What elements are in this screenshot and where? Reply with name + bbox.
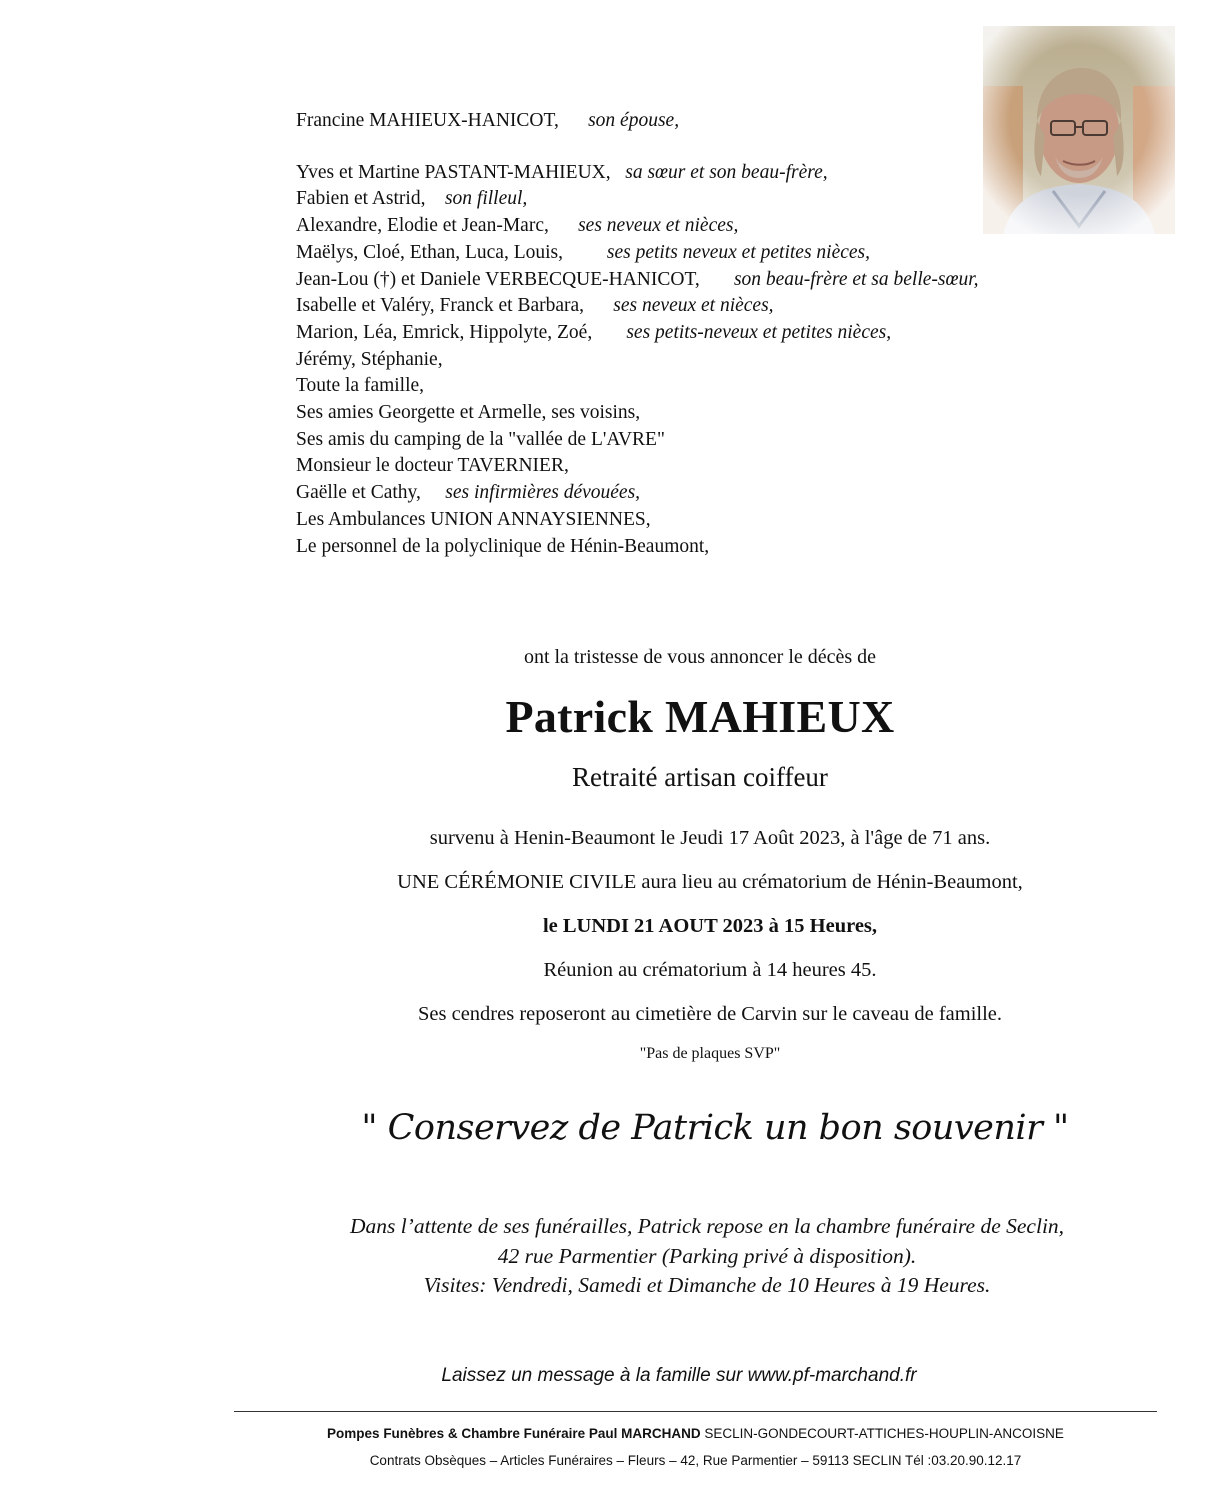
family-row bbox=[296, 293, 1156, 320]
family-relation: ses neveux et nièces, bbox=[578, 215, 739, 237]
footer-line-1 bbox=[234, 1420, 1157, 1447]
ceremony-details: UNE CÉRÉMONIE CIVILE aura lieu au crématorium de Hénin-Beaumont, bbox=[397, 871, 1023, 893]
company-name: Pompes Funèbres & Chambre Funéraire Paul MARCHAND bbox=[327, 1426, 701, 1441]
family-row bbox=[296, 400, 1156, 427]
family-row bbox=[296, 507, 1156, 534]
company-services: Contrats Obsèques – Articles Funéraires – Fleurs – 42, Rue Parmentier – 59113 SECLIN Tél :03.20.90.12.17 bbox=[369, 1453, 1022, 1468]
family-names: Yves et Martine PASTANT-MAHIEUX, bbox=[296, 161, 611, 183]
family-row bbox=[296, 480, 1156, 507]
family-row bbox=[296, 453, 1156, 480]
memorial-quote: " Conservez de Patrick un bon souvenir " bbox=[361, 1108, 1069, 1148]
family-row bbox=[296, 240, 1156, 267]
family-relation: sa sœur et son beau-frère, bbox=[625, 161, 828, 183]
family-row bbox=[296, 534, 1156, 561]
family-names: Le personnel de la polyclinique de Hénin-Beaumont, bbox=[296, 535, 710, 557]
family-names: Isabelle et Valéry, Franck et Barbara, bbox=[296, 295, 585, 317]
family-row bbox=[296, 347, 1156, 374]
family-names: Fabien et Astrid, bbox=[296, 188, 426, 210]
family-relation: ses petits neveux et petites nièces, bbox=[606, 241, 871, 263]
family-names: Francine MAHIEUX-HANICOT, bbox=[296, 110, 559, 131]
family-names: Gaëlle et Cathy, bbox=[296, 482, 421, 504]
family-row bbox=[296, 373, 1156, 400]
family-names: Les Ambulances UNION ANNAYSIENNES, bbox=[296, 508, 651, 530]
family-names: Monsieur le docteur TAVERNIER, bbox=[296, 455, 569, 477]
family-names: Ses amis du camping de la "vallée de L'AVRE" bbox=[296, 428, 665, 450]
family-row bbox=[296, 427, 1156, 454]
family-names: Toute la famille, bbox=[296, 375, 425, 397]
meeting-details: Réunion au crématorium à 14 heures 45. bbox=[543, 959, 877, 981]
family-relation: son filleul, bbox=[444, 188, 528, 210]
family-list bbox=[296, 108, 1156, 560]
family-relation: ses infirmières dévouées, bbox=[445, 482, 641, 504]
no-plaques-note: "Pas de plaques SVP" bbox=[639, 1045, 781, 1062]
family-row bbox=[296, 320, 1156, 347]
family-relation: son épouse, bbox=[588, 110, 680, 131]
family-row bbox=[296, 108, 1156, 135]
deceased-occupation: Retraité artisan coiffeur bbox=[572, 762, 828, 792]
wake-line: Visites: Vendredi, Samedi et Dimanche de 10 Heures à 19 Heures. bbox=[423, 1273, 991, 1297]
family-names: Jérémy, Stéphanie, bbox=[296, 348, 443, 370]
online-message-link[interactable]: Laissez un message à la famille sur www.pf-marchand.fr bbox=[441, 1365, 917, 1386]
family-relation: son beau-frère et sa belle-sœur, bbox=[733, 268, 979, 290]
family-relation: ses neveux et nièces, bbox=[613, 295, 774, 317]
family-names: Jean-Lou (†) et Daniele VERBECQUE-HANICOT, bbox=[296, 268, 700, 290]
family-names: Maëlys, Cloé, Ethan, Luca, Louis, bbox=[296, 241, 563, 263]
wake-line: Dans l’attente de ses funérailles, Patrick repose en la chambre funéraire de Seclin, bbox=[349, 1214, 1065, 1238]
family-row bbox=[296, 213, 1156, 240]
announcement: ont la tristesse de vous annoncer le décès de bbox=[523, 646, 877, 668]
family-row bbox=[296, 160, 1156, 187]
family-row bbox=[296, 267, 1156, 294]
wake-line: 42 rue Parmentier (Parking privé à disposition). bbox=[497, 1243, 917, 1268]
family-names: Marion, Léa, Emrick, Hippolyte, Zoé, bbox=[296, 321, 593, 343]
company-locations: SECLIN-GONDECOURT-ATTICHES-HOUPLIN-ANCOISNE bbox=[704, 1426, 1064, 1441]
ceremony-date: le LUNDI 21 AOUT 2023 à 15 Heures, bbox=[542, 915, 878, 937]
wake-info bbox=[0, 1212, 1214, 1301]
footer-divider bbox=[234, 1411, 1157, 1412]
family-names: Alexandre, Elodie et Jean-Marc, bbox=[296, 215, 549, 237]
footer bbox=[234, 1420, 1157, 1474]
family-row bbox=[296, 186, 1156, 213]
deceased-name: Patrick MAHIEUX bbox=[505, 691, 895, 742]
ashes-details: Ses cendres reposeront au cimetière de Carvin sur le caveau de famille. bbox=[418, 1003, 1002, 1025]
family-names: Ses amies Georgette et Armelle, ses voisins, bbox=[296, 402, 641, 424]
death-details: survenu à Henin-Beaumont le Jeudi 17 Août 2023, à l'âge de 71 ans. bbox=[429, 827, 991, 849]
family-relation: ses petits-neveux et petites nièces, bbox=[626, 321, 892, 343]
